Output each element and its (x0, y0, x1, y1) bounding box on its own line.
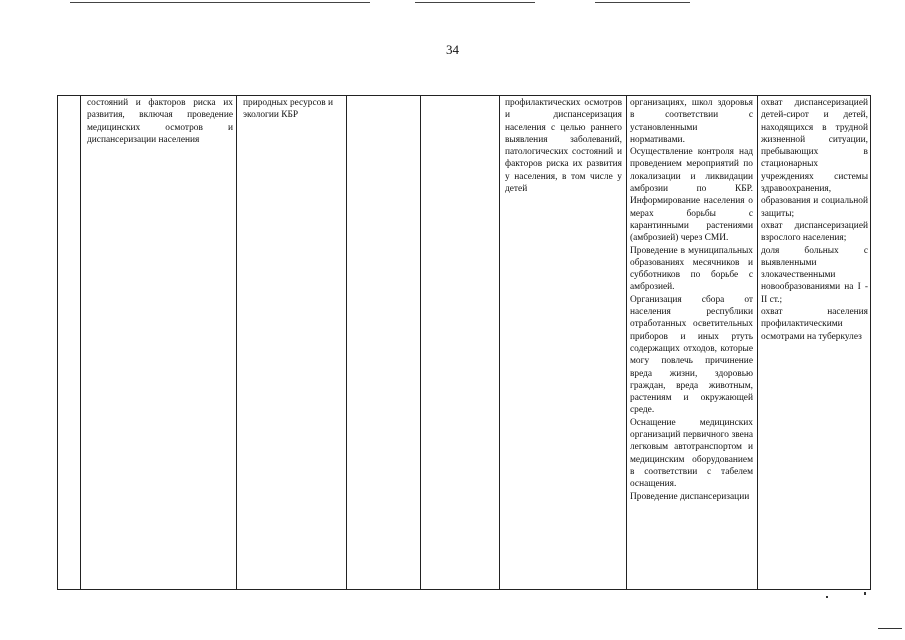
table-cell-indicators (761, 97, 868, 343)
table-cell-measures (630, 97, 753, 503)
cell-text: природных ресурсов и экологии КБР (243, 98, 334, 121)
scan-border-line (70, 2, 370, 3)
cell-paragraph: Организация сбора от населения республики отработанных осветительных приборов и иных ртуть содержащих отходов, которые могу повлечь причинение вреда жизни, здоровью граждан, вреда животным, растениям и окружающей среде. (630, 294, 753, 416)
cell-paragraph: Осуществление контроля над проведением мероприятий по локализации и ликвидации амброзии по КБР. Информирование населения о мерах борьбы с карантинными растениями (амброзией) через СМИ. (630, 147, 753, 244)
scan-speck (864, 592, 866, 595)
cell-paragraph: доля больных с выявленными злокачественными новообразованиями на I - II ст.; (761, 245, 868, 305)
table-column-divider (236, 95, 237, 590)
table-column-divider (420, 95, 421, 590)
scan-speck (826, 596, 828, 598)
cell-text: профилактических осмотров и диспансеризация населения с целью раннего выявления заболеваний, патологических состояний и факторов риска их развития у населения, в том числе у детей (505, 98, 622, 195)
table-cell-activities (505, 97, 622, 195)
table-cell-ministry (243, 97, 342, 122)
cell-paragraph: организациях, школ здоровья в соответствии с установленными нормативами. (630, 98, 753, 145)
cell-text: состояний и факторов риска их развития, включая проведение медицинских осмотров и диспансеризации населения (87, 98, 233, 145)
cell-paragraph: Проведение в муниципальных образованиях месячников и субботников по борьбе с амброзией. (630, 245, 753, 293)
cell-paragraph: Оснащение медицинских организаций первичного звена легковым автотранспортом и медицинским оборудованием в соответствии с табелем оснащения. (630, 417, 753, 490)
table-column-divider (499, 95, 500, 590)
table-column-divider (626, 95, 627, 590)
table-column-divider (757, 95, 758, 590)
table-cell-risk-factors (87, 97, 233, 146)
scan-speck (878, 628, 902, 629)
cell-paragraph: охват диспансеризацией детей-сирот и детей, находящихся в трудной жизненной ситуации, пребывающих в стационарных учреждениях системы здравоохранения, образования и социальной защиты; (761, 98, 868, 219)
scan-border-line (595, 2, 690, 3)
table-column-divider (346, 95, 347, 590)
scan-border-line (415, 2, 535, 3)
table-column-divider (80, 95, 81, 590)
cell-paragraph: Проведение диспансеризации (630, 491, 750, 502)
cell-paragraph: охват населения профилактическими осмотрами на туберкулез (761, 307, 868, 342)
page-number: 34 (446, 42, 459, 57)
cell-paragraph: охват диспансеризацией взрослого населения; (761, 220, 868, 244)
